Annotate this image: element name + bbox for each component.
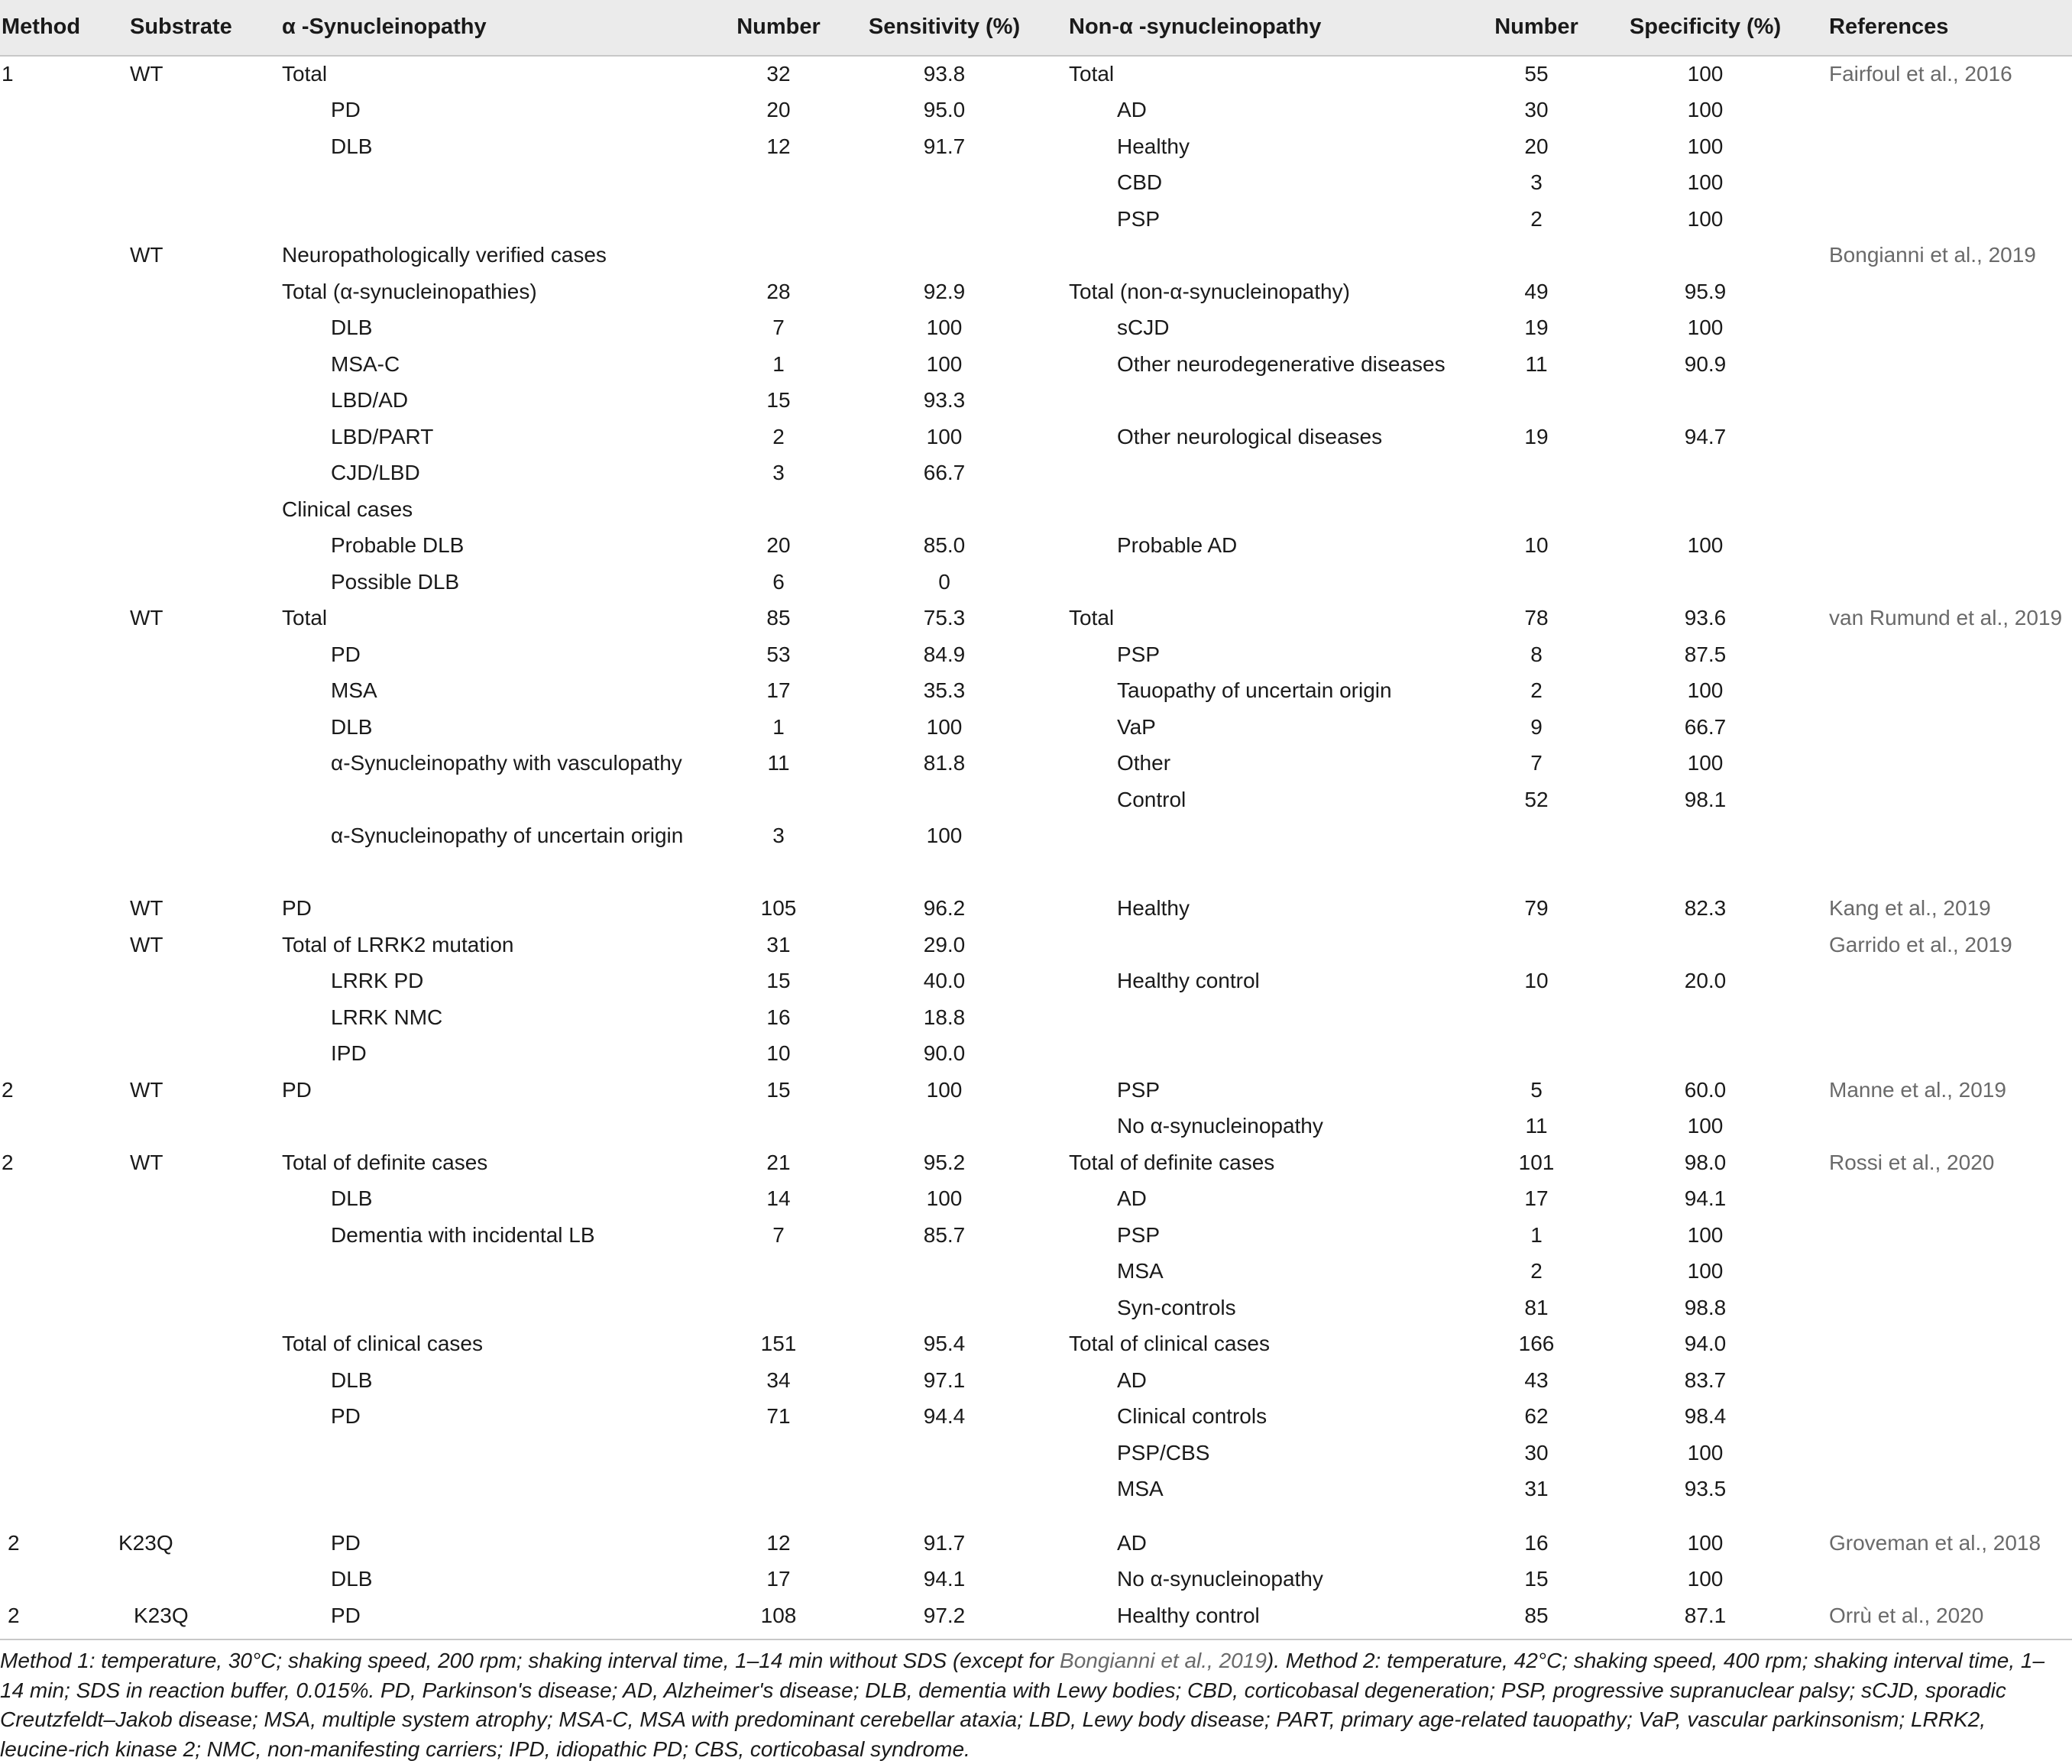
non-alpha-synucleinopathy-cell: PSP xyxy=(1117,642,1161,666)
table-row xyxy=(0,202,2072,238)
table-row xyxy=(0,1291,2072,1327)
table-row xyxy=(0,1599,2072,1635)
specificity-cell: 100 xyxy=(1687,62,1724,86)
table-row xyxy=(0,638,2072,674)
sensitivity-cell: 93.3 xyxy=(923,388,966,412)
sensitivity-cell: 95.0 xyxy=(923,98,966,121)
non-alpha-synucleinopathy-cell: Total xyxy=(1069,62,1115,86)
table-row xyxy=(0,130,2072,166)
table-row xyxy=(0,493,2072,529)
sensitivity-cell: 66.7 xyxy=(923,461,966,484)
alpha-number-cell: 3 xyxy=(772,461,785,484)
alpha-number-cell: 20 xyxy=(766,98,791,121)
specificity-cell: 90.9 xyxy=(1684,352,1727,376)
non-alpha-synucleinopathy-cell: Syn-controls xyxy=(1117,1296,1236,1319)
table-row xyxy=(0,1400,2072,1435)
non-alpha-number-cell: 79 xyxy=(1524,896,1549,920)
table-row xyxy=(0,456,2072,492)
alpha-synucleinopathy-cell: Total of LRRK2 mutation xyxy=(282,933,514,956)
table-row xyxy=(0,275,2072,311)
sensitivity-cell: 96.2 xyxy=(923,896,966,920)
specificity-cell: 100 xyxy=(1687,1567,1724,1591)
specificity-cell: 20.0 xyxy=(1684,969,1727,992)
alpha-number-cell: 14 xyxy=(766,1186,791,1210)
non-alpha-synucleinopathy-cell: PSP/CBS xyxy=(1117,1441,1210,1465)
header-alpha-synucleinopathy: α -Synucleinopathy xyxy=(282,15,487,39)
non-alpha-synucleinopathy-cell: Healthy xyxy=(1117,134,1190,158)
non-alpha-synucleinopathy-cell: Healthy control xyxy=(1117,969,1260,992)
non-alpha-number-cell: 5 xyxy=(1530,1078,1543,1102)
footnote-text-2: ). Method 2: temperature, 42°C; shaking speed, 400 rpm; shaking interval time, 1–14 min; SDS in reaction buffer, 0.015%. PD, Parkinson's disease; AD, Alzheimer's disease; DLB, dementia with Lewy bodies; CBD, corticobasal degeneration; PSP, progressive supranuclear palsy; sCJD, sporadic Creutzfeldt–Jakob disease; MSA, multiple system atrophy; MSA-C, MSA with predominant cerebellar ataxia; LBD, Lewy body disease; PART, primary age-related tauopathy; VaP, vascular parkinsonism; LRRK2, leucine-rich kinase 2; NMC, non-manifesting carriers; IPD, idiopathic PD; CBS, corticobasal syndrome. xyxy=(0,1649,2045,1761)
alpha-number-cell: 1 xyxy=(772,715,785,739)
table-row xyxy=(0,311,2072,347)
sensitivity-cell: 100 xyxy=(926,352,963,376)
sensitivity-cell: 94.1 xyxy=(923,1567,966,1591)
specificity-cell: 100 xyxy=(1687,1114,1724,1138)
non-alpha-synucleinopathy-cell: AD xyxy=(1117,1368,1147,1392)
alpha-number-cell: 11 xyxy=(767,751,790,775)
table-row xyxy=(0,420,2072,456)
non-alpha-synucleinopathy-cell: Other neurological diseases xyxy=(1117,425,1383,448)
non-alpha-number-cell: 78 xyxy=(1524,606,1549,630)
substrate-cell: WT xyxy=(130,1151,163,1174)
table-row xyxy=(0,93,2072,129)
reference-cell[interactable]: van Rumund et al., 2019 xyxy=(1829,606,2063,630)
alpha-synucleinopathy-cell: IPD xyxy=(331,1041,367,1065)
alpha-synucleinopathy-cell: PD xyxy=(282,896,312,920)
table-footnote xyxy=(0,1646,2063,1764)
table-row xyxy=(0,57,2072,93)
non-alpha-synucleinopathy-cell: Healthy control xyxy=(1117,1604,1260,1627)
sensitivity-cell: 81.8 xyxy=(923,751,966,775)
non-alpha-synucleinopathy-cell: VaP xyxy=(1117,715,1156,739)
table-row xyxy=(0,1327,2072,1363)
specificity-cell: 60.0 xyxy=(1684,1078,1727,1102)
specificity-cell: 100 xyxy=(1687,316,1724,339)
header-method: Method xyxy=(2,15,81,39)
table-row xyxy=(0,1364,2072,1400)
method-cell: 1 xyxy=(2,62,14,86)
non-alpha-number-cell: 31 xyxy=(1524,1477,1549,1500)
alpha-number-cell: 151 xyxy=(760,1332,797,1355)
method-cell: 2 xyxy=(2,1078,14,1102)
non-alpha-synucleinopathy-cell: Total xyxy=(1069,606,1115,630)
table-row xyxy=(0,238,2072,274)
sensitivity-cell: 75.3 xyxy=(923,606,966,630)
non-alpha-number-cell: 30 xyxy=(1524,98,1549,121)
table-row xyxy=(0,746,2072,782)
alpha-number-cell: 6 xyxy=(772,570,785,594)
alpha-synucleinopathy-cell: LBD/PART xyxy=(331,425,434,448)
table-row xyxy=(0,1562,2072,1598)
table-row xyxy=(0,710,2072,746)
header-non-alpha-synucleinopathy: Non-α -synucleinopathy xyxy=(1069,15,1322,39)
table-row xyxy=(0,783,2072,819)
sensitivity-cell: 29.0 xyxy=(923,933,966,956)
table-row xyxy=(0,928,2072,964)
alpha-synucleinopathy-cell: Total of clinical cases xyxy=(282,1332,484,1355)
alpha-number-cell: 31 xyxy=(766,933,791,956)
alpha-number-cell: 21 xyxy=(766,1151,791,1174)
reference-cell[interactable]: Bongianni et al., 2019 xyxy=(1829,243,2036,267)
alpha-synucleinopathy-cell: MSA xyxy=(331,678,377,702)
non-alpha-number-cell: 16 xyxy=(1524,1531,1549,1555)
substrate-cell: WT xyxy=(130,606,163,630)
sensitivity-cell: 95.4 xyxy=(923,1332,966,1355)
non-alpha-synucleinopathy-cell: Clinical controls xyxy=(1117,1404,1267,1428)
specificity-cell: 98.4 xyxy=(1684,1404,1727,1428)
alpha-synucleinopathy-cell: DLB xyxy=(331,134,373,158)
table-row xyxy=(0,674,2072,710)
table-row xyxy=(0,1254,2072,1290)
alpha-number-cell: 15 xyxy=(766,388,791,412)
alpha-synucleinopathy-cell: Possible DLB xyxy=(331,570,460,594)
alpha-number-cell: 105 xyxy=(760,896,797,920)
sensitivity-cell: 100 xyxy=(926,1078,963,1102)
sensitivity-cell: 40.0 xyxy=(923,969,966,992)
non-alpha-number-cell: 11 xyxy=(1525,352,1548,376)
non-alpha-number-cell: 2 xyxy=(1530,207,1543,231)
substrate-cell: WT xyxy=(130,62,163,86)
non-alpha-synucleinopathy-cell: Control xyxy=(1117,788,1187,811)
alpha-number-cell: 17 xyxy=(766,1567,791,1591)
alpha-synucleinopathy-cell: PD xyxy=(331,1531,361,1555)
specificity-cell: 83.7 xyxy=(1684,1368,1727,1392)
alpha-synucleinopathy-cell: Probable DLB xyxy=(331,533,465,557)
non-alpha-synucleinopathy-cell: Tauopathy of uncertain origin xyxy=(1117,678,1392,702)
alpha-number-cell: 1 xyxy=(772,352,785,376)
non-alpha-number-cell: 19 xyxy=(1524,316,1549,339)
sensitivity-cell: 97.1 xyxy=(923,1368,966,1392)
alpha-number-cell: 2 xyxy=(772,425,785,448)
alpha-number-cell: 32 xyxy=(766,62,791,86)
non-alpha-number-cell: 49 xyxy=(1524,280,1549,303)
non-alpha-synucleinopathy-cell: Probable AD xyxy=(1117,533,1238,557)
non-alpha-number-cell: 3 xyxy=(1530,170,1543,194)
table-row xyxy=(0,819,2072,855)
specificity-cell: 66.7 xyxy=(1684,715,1727,739)
substrate-cell: WT xyxy=(130,1078,163,1102)
alpha-synucleinopathy-cell: PD xyxy=(331,642,361,666)
table-row xyxy=(0,1073,2072,1109)
header-substrate: Substrate xyxy=(130,15,232,39)
alpha-synucleinopathy-cell: α-Synucleinopathy of uncertain origin xyxy=(331,824,684,847)
specificity-cell: 100 xyxy=(1687,170,1724,194)
sensitivity-cell: 100 xyxy=(926,425,963,448)
sensitivity-cell: 100 xyxy=(926,316,963,339)
table-bottom-rule xyxy=(0,1639,2072,1640)
non-alpha-number-cell: 55 xyxy=(1524,62,1549,86)
specificity-cell: 98.8 xyxy=(1684,1296,1727,1319)
table-row xyxy=(0,1472,2072,1508)
non-alpha-number-cell: 85 xyxy=(1524,1604,1549,1627)
alpha-number-cell: 20 xyxy=(766,533,791,557)
alpha-number-cell: 10 xyxy=(766,1041,791,1065)
method-cell: 2 xyxy=(8,1531,20,1555)
non-alpha-number-cell: 17 xyxy=(1524,1186,1549,1210)
reference-cell[interactable]: Rossi et al., 2020 xyxy=(1829,1151,1995,1174)
specificity-cell: 100 xyxy=(1687,751,1724,775)
alpha-synucleinopathy-cell: Total xyxy=(282,606,328,630)
table-row xyxy=(0,565,2072,601)
substrate-cell: K23Q xyxy=(134,1604,189,1627)
specificity-cell: 94.0 xyxy=(1684,1332,1727,1355)
sensitivity-cell: 97.2 xyxy=(923,1604,966,1627)
alpha-synucleinopathy-cell: Total (α-synucleinopathies) xyxy=(282,280,537,303)
specificity-cell: 100 xyxy=(1687,1441,1724,1465)
non-alpha-number-cell: 9 xyxy=(1530,715,1543,739)
alpha-synucleinopathy-cell: LBD/AD xyxy=(331,388,409,412)
non-alpha-number-cell: 43 xyxy=(1524,1368,1549,1392)
non-alpha-synucleinopathy-cell: MSA xyxy=(1117,1477,1164,1500)
non-alpha-number-cell: 101 xyxy=(1518,1151,1555,1174)
alpha-number-cell: 34 xyxy=(766,1368,791,1392)
table-row xyxy=(0,892,2072,927)
reference-cell[interactable]: Manne et al., 2019 xyxy=(1829,1078,2006,1102)
non-alpha-number-cell: 10 xyxy=(1524,533,1549,557)
alpha-synucleinopathy-cell: CJD/LBD xyxy=(331,461,420,484)
sensitivity-cell: 0 xyxy=(938,570,950,594)
non-alpha-number-cell: 1 xyxy=(1530,1223,1543,1247)
header-number: Number xyxy=(737,15,821,39)
specificity-cell: 100 xyxy=(1687,98,1724,121)
alpha-synucleinopathy-cell: Dementia with incidental LB xyxy=(331,1223,595,1247)
table-row xyxy=(0,601,2072,637)
header-sensitivity: Sensitivity (%) xyxy=(868,15,1021,39)
non-alpha-synucleinopathy-cell: Healthy xyxy=(1117,896,1190,920)
non-alpha-number-cell: 2 xyxy=(1530,1259,1543,1283)
sensitivity-cell: 90.0 xyxy=(923,1041,966,1065)
alpha-synucleinopathy-cell: LRRK PD xyxy=(331,969,424,992)
sensitivity-cell: 85.7 xyxy=(923,1223,966,1247)
specificity-cell: 100 xyxy=(1687,1531,1724,1555)
alpha-number-cell: 15 xyxy=(766,1078,791,1102)
alpha-number-cell: 7 xyxy=(772,1223,785,1247)
alpha-number-cell: 7 xyxy=(772,316,785,339)
footnote-text-1: Method 1: temperature, 30°C; shaking speed, 200 rpm; shaking interval time, 1–14 min without SDS (except for xyxy=(0,1649,1060,1672)
specificity-cell: 100 xyxy=(1687,1259,1724,1283)
alpha-number-cell: 17 xyxy=(766,678,791,702)
alpha-synucleinopathy-cell: α-Synucleinopathy with vasculopathy xyxy=(331,751,682,775)
specificity-cell: 93.5 xyxy=(1684,1477,1727,1500)
alpha-synucleinopathy-cell: Neuropathologically verified cases xyxy=(282,243,607,267)
specificity-cell: 98.1 xyxy=(1684,788,1727,811)
alpha-synucleinopathy-cell: PD xyxy=(331,1404,361,1428)
alpha-synucleinopathy-cell: PD xyxy=(282,1078,312,1102)
specificity-cell: 98.0 xyxy=(1684,1151,1727,1174)
substrate-cell: WT xyxy=(130,896,163,920)
table-row xyxy=(0,1109,2072,1145)
specificity-cell: 100 xyxy=(1687,207,1724,231)
table-row xyxy=(0,1037,2072,1073)
specificity-cell: 94.1 xyxy=(1684,1186,1727,1210)
sensitivity-cell: 100 xyxy=(926,715,963,739)
alpha-number-cell: 53 xyxy=(766,642,791,666)
substrate-cell: K23Q xyxy=(118,1531,173,1555)
non-alpha-number-cell: 8 xyxy=(1530,642,1543,666)
sensitivity-cell: 85.0 xyxy=(923,533,966,557)
non-alpha-number-cell: 62 xyxy=(1524,1404,1549,1428)
non-alpha-number-cell: 2 xyxy=(1530,678,1543,702)
table-row xyxy=(0,348,2072,384)
non-alpha-number-cell: 30 xyxy=(1524,1441,1549,1465)
sensitivity-cell: 92.9 xyxy=(923,280,966,303)
sensitivity-cell: 18.8 xyxy=(923,1005,966,1029)
sensitivity-cell: 95.2 xyxy=(923,1151,966,1174)
alpha-synucleinopathy-cell: PD xyxy=(331,98,361,121)
header-specificity: Specificity (%) xyxy=(1629,15,1782,39)
sensitivity-cell: 100 xyxy=(926,824,963,847)
non-alpha-synucleinopathy-cell: PSP xyxy=(1117,1078,1161,1102)
reference-cell[interactable]: Fairfoul et al., 2016 xyxy=(1829,62,2012,86)
non-alpha-number-cell: 52 xyxy=(1524,788,1549,811)
non-alpha-number-cell: 166 xyxy=(1518,1332,1555,1355)
alpha-number-cell: 16 xyxy=(766,1005,791,1029)
non-alpha-synucleinopathy-cell: PSP xyxy=(1117,207,1161,231)
reference-cell[interactable]: Garrido et al., 2019 xyxy=(1829,933,2012,956)
non-alpha-number-cell: 81 xyxy=(1524,1296,1549,1319)
specificity-cell: 93.6 xyxy=(1684,606,1727,630)
alpha-number-cell: 3 xyxy=(772,824,785,847)
alpha-number-cell: 85 xyxy=(766,606,791,630)
alpha-synucleinopathy-cell: DLB xyxy=(331,1368,373,1392)
table-row xyxy=(0,1182,2072,1218)
alpha-synucleinopathy-cell: DLB xyxy=(331,715,373,739)
alpha-number-cell: 71 xyxy=(766,1404,791,1428)
non-alpha-synucleinopathy-cell: Other xyxy=(1117,751,1171,775)
specificity-cell: 87.5 xyxy=(1684,642,1727,666)
method-cell: 2 xyxy=(8,1604,20,1627)
alpha-synucleinopathy-cell: MSA-C xyxy=(331,352,400,376)
non-alpha-synucleinopathy-cell: CBD xyxy=(1117,170,1163,194)
reference-cell[interactable]: Orrù et al., 2020 xyxy=(1829,1604,1984,1627)
non-alpha-number-cell: 15 xyxy=(1524,1567,1549,1591)
non-alpha-number-cell: 7 xyxy=(1530,751,1543,775)
sensitivity-cell: 94.4 xyxy=(923,1404,966,1428)
non-alpha-synucleinopathy-cell: AD xyxy=(1117,1186,1147,1210)
table-row xyxy=(0,166,2072,202)
alpha-synucleinopathy-cell: DLB xyxy=(331,1567,373,1591)
non-alpha-synucleinopathy-cell: No α-synucleinopathy xyxy=(1117,1114,1323,1138)
specificity-cell: 100 xyxy=(1687,678,1724,702)
alpha-number-cell: 108 xyxy=(760,1604,797,1627)
alpha-synucleinopathy-cell: DLB xyxy=(331,316,373,339)
sensitivity-cell: 84.9 xyxy=(923,642,966,666)
table-row xyxy=(0,529,2072,565)
table-row xyxy=(0,384,2072,419)
non-alpha-synucleinopathy-cell: PSP xyxy=(1117,1223,1161,1247)
header-number-2: Number xyxy=(1494,15,1578,39)
sensitivity-cell: 93.8 xyxy=(923,62,966,86)
substrate-cell: WT xyxy=(130,243,163,267)
specificity-cell: 100 xyxy=(1687,533,1724,557)
sensitivity-cell: 100 xyxy=(926,1186,963,1210)
header-references: References xyxy=(1829,15,1949,39)
alpha-number-cell: 12 xyxy=(766,1531,791,1555)
table-row xyxy=(0,1219,2072,1254)
specificity-cell: 94.7 xyxy=(1684,425,1727,448)
alpha-number-cell: 28 xyxy=(766,280,791,303)
table-header xyxy=(0,0,2072,57)
non-alpha-synucleinopathy-cell: AD xyxy=(1117,1531,1147,1555)
non-alpha-number-cell: 20 xyxy=(1524,134,1549,158)
table-row xyxy=(0,964,2072,1000)
non-alpha-synucleinopathy-cell: sCJD xyxy=(1117,316,1170,339)
alpha-number-cell: 12 xyxy=(766,134,791,158)
specificity-cell: 100 xyxy=(1687,1223,1724,1247)
specificity-cell: 82.3 xyxy=(1684,896,1727,920)
alpha-synucleinopathy-cell: LRRK NMC xyxy=(331,1005,443,1029)
table-row xyxy=(0,1146,2072,1182)
non-alpha-number-cell: 11 xyxy=(1525,1114,1548,1138)
non-alpha-synucleinopathy-cell: AD xyxy=(1117,98,1147,121)
sensitivity-cell: 91.7 xyxy=(923,1531,966,1555)
reference-cell[interactable]: Groveman et al., 2018 xyxy=(1829,1531,2041,1555)
non-alpha-synucleinopathy-cell: MSA xyxy=(1117,1259,1164,1283)
substrate-cell: WT xyxy=(130,933,163,956)
alpha-synucleinopathy-cell: PD xyxy=(331,1604,361,1627)
sensitivity-cell: 91.7 xyxy=(923,134,966,158)
non-alpha-synucleinopathy-cell: Other neurodegenerative diseases xyxy=(1117,352,1446,376)
specificity-cell: 100 xyxy=(1687,134,1724,158)
table-row xyxy=(0,1526,2072,1562)
sensitivity-cell: 35.3 xyxy=(923,678,966,702)
alpha-synucleinopathy-cell: Total xyxy=(282,62,328,86)
non-alpha-synucleinopathy-cell: Total (non-α-synucleinopathy) xyxy=(1069,280,1350,303)
non-alpha-synucleinopathy-cell: Total of definite cases xyxy=(1069,1151,1275,1174)
alpha-synucleinopathy-cell: Total of definite cases xyxy=(282,1151,488,1174)
alpha-number-cell: 15 xyxy=(766,969,791,992)
non-alpha-synucleinopathy-cell: No α-synucleinopathy xyxy=(1117,1567,1323,1591)
method-cell: 2 xyxy=(2,1151,14,1174)
alpha-synucleinopathy-cell: DLB xyxy=(331,1186,373,1210)
specificity-cell: 95.9 xyxy=(1684,280,1727,303)
alpha-synucleinopathy-cell: Clinical cases xyxy=(282,497,413,521)
table-row xyxy=(0,1436,2072,1472)
specificity-cell: 87.1 xyxy=(1684,1604,1727,1627)
non-alpha-number-cell: 10 xyxy=(1524,969,1549,992)
reference-cell[interactable]: Kang et al., 2019 xyxy=(1829,896,1991,920)
table-row xyxy=(0,1001,2072,1037)
non-alpha-number-cell: 19 xyxy=(1524,425,1549,448)
footnote-reference-link[interactable]: Bongianni et al., 2019 xyxy=(1060,1649,1267,1672)
non-alpha-synucleinopathy-cell: Total of clinical cases xyxy=(1069,1332,1271,1355)
